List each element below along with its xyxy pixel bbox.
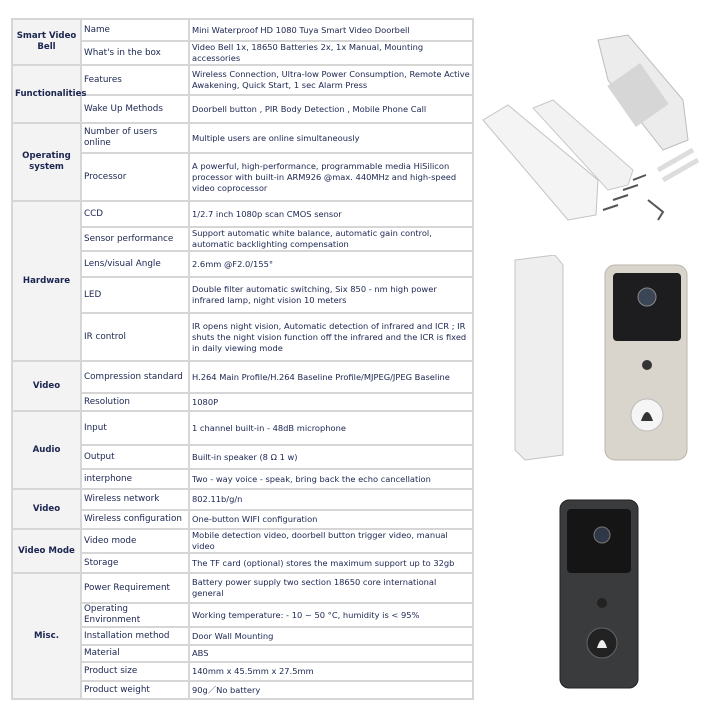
category-cell: Functionalities [12, 65, 81, 123]
spec-label: Compression standard [81, 361, 189, 393]
spec-label: Number of users online [81, 123, 189, 153]
spec-value: Working temperature: - 10 ~ 50 °C, humidity is < 95% [189, 603, 473, 627]
spec-value: 140mm x 45.5mm x 27.5mm [189, 662, 473, 681]
table-row [12, 19, 473, 41]
spec-value: Doorbell button , PIR Body Detection , Mobile Phone Call [189, 95, 473, 123]
category-cell: Operating system [12, 123, 81, 201]
table-row [12, 227, 473, 251]
spec-label: Wireless network [81, 489, 189, 510]
spec-value: 1/2.7 inch 1080p scan CMOS sensor [189, 201, 473, 227]
table-row [12, 662, 473, 681]
table-row [12, 469, 473, 489]
category-cell: Hardware [12, 201, 81, 361]
table-row [12, 251, 473, 277]
spec-value: 90g／No battery [189, 681, 473, 699]
product-photo-parts [478, 30, 708, 240]
spec-value: H.264 Main Profile/H.264 Baseline Profile/MJPEG/JPEG Baseline [189, 361, 473, 393]
spec-label: Name [81, 19, 189, 41]
table-row [12, 277, 473, 313]
table-row [12, 510, 473, 529]
back-plate-image [598, 35, 688, 150]
table-row [12, 361, 473, 393]
spec-value: 1 channel built-in - 48dB microphone [189, 411, 473, 445]
spec-value: 2.6mm @F2.0/155° [189, 251, 473, 277]
spec-value: A powerful, high-performance, programmable media HiSilicon processor with built-in ARM926 @max. 440MHz and high-speed video coprocessor [189, 153, 473, 201]
spec-value: Wireless Connection, Ultra-low Power Consumption, Remote Active Awakening, Quick Start, 1 sec Alarm Press [189, 65, 473, 95]
table-row [12, 627, 473, 645]
spec-label: Lens/visual Angle [81, 251, 189, 277]
table-row [12, 41, 473, 65]
spec-value: ABS [189, 645, 473, 662]
spec-label: Operating Environment [81, 603, 189, 627]
spec-value: 1080P [189, 393, 473, 411]
spec-value: Support automatic white balance, automatic gain control, automatic backlighting compensation [189, 227, 473, 251]
spec-label: Installation method [81, 627, 189, 645]
spec-value: Double filter automatic switching, Six 850 - nm high power infrared lamp, night vision 10 meters [189, 277, 473, 313]
spec-value: Built-in speaker (8 Ω 1 w) [189, 445, 473, 469]
spec-label: Features [81, 65, 189, 95]
table-row [12, 65, 473, 95]
table-row [12, 313, 473, 361]
category-cell: Misc. [12, 573, 81, 699]
spec-value: One-button WIFI configuration [189, 510, 473, 529]
product-photo-white-doorbell [505, 255, 705, 470]
table-row [12, 553, 473, 573]
table-row [12, 123, 473, 153]
spec-label: What's in the box [81, 41, 189, 65]
bracket-side-image [515, 255, 563, 460]
spec-label: Power Requirement [81, 573, 189, 603]
spec-label: Wake Up Methods [81, 95, 189, 123]
spec-label: Material [81, 645, 189, 662]
table-row [12, 645, 473, 662]
category-cell: Smart Video Bell [12, 19, 81, 65]
spec-value: Two - way voice - speak, bring back the echo cancellation [189, 469, 473, 489]
spec-label: Wireless configuration [81, 510, 189, 529]
spec-label: Processor [81, 153, 189, 201]
table-row [12, 153, 473, 201]
mount-bracket-image [483, 105, 598, 220]
table-row [12, 445, 473, 469]
category-cell: Video [12, 361, 81, 411]
spec-value: IR opens night vision, Automatic detection of infrared and ICR ; IR shuts the night vision function off the infrared and the ICR is fixed in daily viewing mode [189, 313, 473, 361]
spec-value: Battery power supply two section 18650 core international general [189, 573, 473, 603]
table-row [12, 603, 473, 627]
category-cell: Video Mode [12, 529, 81, 573]
category-cell: Video [12, 489, 81, 529]
spec-value: 802.11b/g/n [189, 489, 473, 510]
spec-table [11, 18, 474, 700]
category-cell: Audio [12, 411, 81, 489]
spec-label: interphone [81, 469, 189, 489]
table-row [12, 681, 473, 699]
table-row [12, 393, 473, 411]
spec-label: Sensor performance [81, 227, 189, 251]
spec-label: Resolution [81, 393, 189, 411]
spec-label: Video mode [81, 529, 189, 553]
spec-value: Multiple users are online simultaneously [189, 123, 473, 153]
spec-label: LED [81, 277, 189, 313]
spec-label: CCD [81, 201, 189, 227]
table-row [12, 573, 473, 603]
spec-label: Product size [81, 662, 189, 681]
spec-value: Mobile detection video, doorbell button trigger video, manual video [189, 529, 473, 553]
table-row [12, 529, 473, 553]
table-row [12, 201, 473, 227]
spec-value: The TF card (optional) stores the maximum support up to 32gb [189, 553, 473, 573]
spec-value: Video Bell 1x, 18650 Batteries 2x, 1x Manual, Mounting accessories [189, 41, 473, 65]
spec-label: Product weight [81, 681, 189, 699]
product-photo-black-doorbell [555, 495, 645, 695]
table-row [12, 411, 473, 445]
spec-label: Input [81, 411, 189, 445]
spec-label: IR control [81, 313, 189, 361]
spec-value: Door Wall Mounting [189, 627, 473, 645]
spec-label: Output [81, 445, 189, 469]
spec-value: Mini Waterproof HD 1080 Tuya Smart Video Doorbell [189, 19, 473, 41]
table-row [12, 489, 473, 510]
spec-label: Storage [81, 553, 189, 573]
